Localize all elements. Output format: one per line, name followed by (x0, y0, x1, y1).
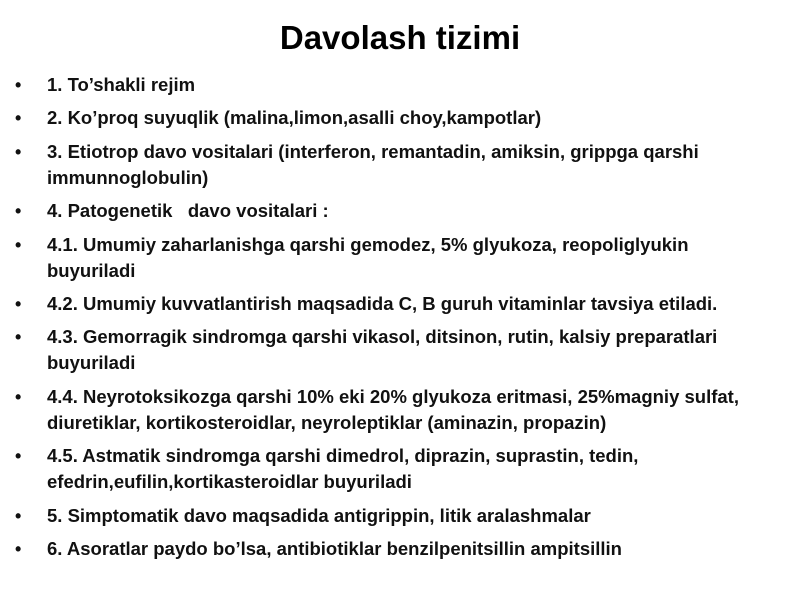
list-item-text: 4.4. Neyrotoksikozga qarshi 10% eki 20% glyukoza eritmasi, 25%magniy sulfat, diuretiklar, kortikosteroidlar, neyroleptiklar (aminazin, propazin) (47, 385, 739, 433)
bullet-icon: • (15, 386, 22, 407)
list-item-text: 4.5. Astmatik sindromga qarshi dimedrol, diprazin, suprastin, tedin, efedrin,eufilin,kortikasteroidlar buyuriladi (47, 445, 639, 493)
slide-title: Davolash tizimi (279, 19, 521, 56)
list-item (0, 105, 800, 131)
bullet-icon: • (15, 234, 22, 255)
list-item-text: 5. Simptomatik davo maqsadida antigrippin, litik aralashmalar (47, 504, 591, 526)
bullet-icon: • (15, 538, 22, 559)
list-item (0, 384, 800, 436)
bullet-icon: • (15, 201, 22, 222)
bullet-icon: • (15, 141, 22, 162)
list-item-text: 4.2. Umumiy kuvvatlantirish maqsadida C, B guruh vitaminlar tavsiya etiladi. (47, 292, 718, 314)
list-item-text: 4. Patogenetik davo vositalari : (47, 200, 329, 222)
list-item (0, 291, 800, 317)
bullet-icon: • (15, 505, 22, 526)
bullet-list (0, 72, 800, 569)
list-item-text: 1. To’shakli rejim (47, 74, 196, 95)
bullet-icon: • (15, 108, 22, 129)
list-item (0, 72, 800, 98)
bullet-icon: • (15, 327, 22, 348)
bullet-icon: • (15, 293, 22, 314)
list-item (0, 503, 800, 529)
list-item (0, 232, 800, 284)
list-item-text: 2. Ko’proq suyuqlik (malina,limon,asalli choy,kampotlar) (47, 107, 542, 129)
list-item-text: 6. Asoratlar paydo bo’lsa, antibiotiklar benzilpenitsillin ampitsillin (47, 537, 622, 559)
bullet-icon: • (15, 446, 22, 467)
list-item (0, 536, 800, 562)
list-item-text: 4.3. Gemorragik sindromga qarshi vikasol, ditsinon, rutin, kalsiy preparatlari buyuriladi (47, 326, 718, 374)
bullet-icon: • (15, 75, 22, 95)
list-item (0, 139, 800, 191)
list-item-text: 4.1. Umumiy zaharlanishga qarshi gemodez, 5% glyukoza, reopoliglyukin buyuriladi (47, 233, 689, 281)
list-item-text: 3. Etiotrop davo vositalari (interferon, remantadin, amiksin, grippga qarshi immunnoglobulin) (47, 140, 699, 188)
list-item (0, 324, 800, 376)
list-item (0, 443, 800, 495)
list-item (0, 198, 800, 224)
